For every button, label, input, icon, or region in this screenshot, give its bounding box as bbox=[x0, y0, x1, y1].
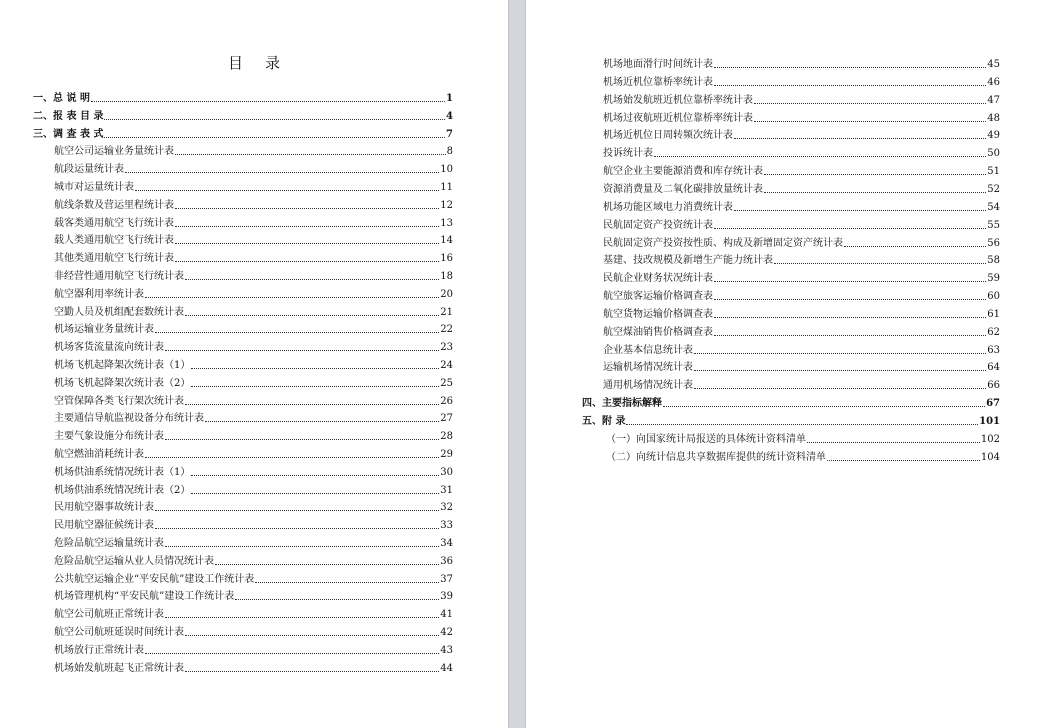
toc-entry[interactable] bbox=[54, 605, 453, 621]
toc-entry-label: 投诉统计表 bbox=[603, 148, 653, 160]
toc-entry-label: 载人类通用航空飞行统计表 bbox=[54, 235, 174, 247]
toc-entry-page-number: 50 bbox=[987, 148, 1000, 160]
toc-leader-dots bbox=[191, 493, 439, 494]
toc-entry-page-number: 44 bbox=[440, 662, 453, 674]
toc-entry-page-number: 62 bbox=[987, 326, 1000, 338]
toc-entry-page-number: 39 bbox=[440, 591, 453, 603]
toc-entry-label: 机场客货流量流向统计表 bbox=[54, 342, 164, 354]
toc-entry-label: 一、总 说 明 bbox=[33, 93, 90, 104]
toc-entry[interactable] bbox=[54, 267, 453, 283]
toc-leader-dots bbox=[191, 386, 439, 387]
toc-entry-label: 机场近机位日周转频次统计表 bbox=[603, 130, 733, 142]
toc-entry-page-number: 16 bbox=[440, 253, 453, 265]
toc-entry[interactable] bbox=[54, 356, 453, 372]
toc-entry-label: 机场供油系统情况统计表（2） bbox=[54, 484, 191, 496]
page-gutter bbox=[508, 0, 526, 728]
document-page-left bbox=[0, 0, 508, 728]
toc-entry-label: 运输机场情况统计表 bbox=[603, 362, 693, 374]
toc-leader-dots bbox=[807, 442, 980, 443]
toc-entry-page-number: 63 bbox=[987, 344, 1000, 356]
toc-entry-label: 基建、技改规模及新增生产能力统计表 bbox=[603, 255, 773, 267]
toc-entry-page-number: 49 bbox=[987, 130, 1000, 142]
toc-entry[interactable] bbox=[54, 516, 453, 532]
toc-leader-dots bbox=[155, 528, 439, 529]
toc-entry-label: 通用机场情况统计表 bbox=[603, 380, 693, 392]
toc-entry[interactable] bbox=[33, 89, 453, 105]
toc-entry[interactable] bbox=[603, 55, 1000, 71]
toc-entry-page-number: 29 bbox=[440, 449, 453, 460]
toc-entry-label: 二、报 表 目 录 bbox=[33, 110, 104, 122]
toc-leader-dots bbox=[104, 137, 445, 138]
toc-leader-dots bbox=[714, 317, 986, 318]
toc-entry-page-number: 24 bbox=[440, 360, 453, 371]
toc-entry-page-number: 43 bbox=[440, 644, 453, 656]
toc-entry[interactable] bbox=[54, 445, 453, 461]
toc-entry-label: 三、调 查 表 式 bbox=[33, 128, 104, 140]
document-page-right bbox=[526, 0, 1049, 728]
toc-entry[interactable] bbox=[603, 287, 1000, 303]
toc-leader-dots bbox=[185, 404, 439, 405]
toc-leader-dots bbox=[626, 424, 978, 425]
toc-entry[interactable] bbox=[582, 394, 1000, 410]
toc-entry-label: 民用航空器事故统计表 bbox=[54, 502, 154, 514]
toc-entry-page-number: 45 bbox=[987, 59, 1000, 70]
toc-entry-label: 航空公司航班延误时间统计表 bbox=[54, 627, 184, 638]
toc-entry-label: 民航固定资产投资按性质、构成及新增固定资产统计表 bbox=[603, 237, 843, 249]
toc-leader-dots bbox=[734, 138, 986, 139]
toc-leader-dots bbox=[145, 457, 439, 458]
toc-entry-label: 航空器利用率统计表 bbox=[54, 288, 144, 300]
toc-entry[interactable] bbox=[54, 641, 453, 657]
toc-leader-dots bbox=[175, 154, 446, 155]
toc-leader-dots bbox=[145, 653, 439, 654]
toc-entry[interactable] bbox=[606, 430, 1000, 446]
toc-entry-page-number: 25 bbox=[440, 377, 453, 389]
toc-entry-label: 航空企业主要能源消费和库存统计表 bbox=[603, 166, 763, 178]
toc-entry-label: 危险品航空运输量统计表 bbox=[54, 538, 164, 549]
toc-entry-page-number: 47 bbox=[987, 94, 1000, 106]
toc-entry-label: 航段运量统计表 bbox=[54, 164, 124, 176]
toc-entry-page-number: 34 bbox=[440, 538, 453, 549]
toc-entry-page-number: 30 bbox=[440, 466, 453, 478]
toc-entry[interactable] bbox=[603, 358, 1000, 374]
toc-entry[interactable] bbox=[603, 144, 1000, 160]
toc-entry-label: 其他类通用航空飞行统计表 bbox=[54, 253, 174, 265]
toc-entry[interactable] bbox=[603, 341, 1000, 357]
toc-entry[interactable] bbox=[33, 107, 453, 123]
toc-entry[interactable] bbox=[54, 481, 453, 497]
toc-leader-dots bbox=[734, 210, 986, 211]
toc-entry-page-number: 102 bbox=[980, 433, 1000, 445]
toc-entry-label: 航空货物运输价格调查表 bbox=[603, 308, 713, 320]
toc-entry-label: 资源消费量及二氧化碳排放量统计表 bbox=[603, 183, 763, 195]
toc-entry[interactable] bbox=[54, 463, 453, 479]
toc-leader-dots bbox=[663, 406, 985, 407]
toc-leader-dots bbox=[714, 335, 986, 336]
toc-entry[interactable] bbox=[54, 392, 453, 408]
toc-entry-label: 航线条数及营运里程统计表 bbox=[54, 199, 174, 211]
toc-leader-dots bbox=[185, 315, 439, 316]
toc-entry[interactable] bbox=[54, 409, 453, 425]
toc-entry[interactable] bbox=[603, 216, 1000, 232]
toc-leader-dots bbox=[91, 101, 445, 102]
toc-leader-dots bbox=[694, 388, 986, 389]
toc-entry-page-number: 33 bbox=[440, 520, 453, 532]
toc-entry[interactable] bbox=[54, 552, 453, 568]
toc-leader-dots bbox=[175, 261, 439, 262]
toc-leader-dots bbox=[714, 228, 986, 229]
toc-entry[interactable] bbox=[54, 320, 453, 336]
toc-leader-dots bbox=[654, 156, 986, 157]
toc-entry[interactable] bbox=[603, 126, 1000, 142]
toc-entry[interactable] bbox=[54, 570, 453, 586]
toc-entry-label: 机场地面滑行时间统计表 bbox=[603, 59, 713, 70]
toc-entry-page-number: 42 bbox=[440, 627, 453, 638]
toc-leader-dots bbox=[235, 599, 439, 600]
toc-leader-dots bbox=[764, 192, 986, 193]
toc-entry-label: 航空旅客运输价格调查表 bbox=[603, 291, 713, 303]
toc-entry-label: 危险品航空运输从业人员情况统计表 bbox=[54, 555, 214, 567]
toc-entry-page-number: 7 bbox=[446, 128, 453, 140]
toc-entry-label: 民用航空器征候统计表 bbox=[54, 520, 154, 532]
toc-entry-label: 四、主要指标解释 bbox=[582, 398, 662, 410]
toc-entry-label: 机场功能区域电力消费统计表 bbox=[603, 201, 733, 213]
toc-entry-label: 机场过夜航班近机位靠桥率统计表 bbox=[603, 112, 753, 124]
toc-entry[interactable] bbox=[54, 374, 453, 390]
toc-leader-dots bbox=[175, 226, 439, 227]
toc-leader-dots bbox=[714, 85, 986, 86]
toc-entry-label: 公共航空运输企业“平安民航”建设工作统计表 bbox=[54, 573, 255, 585]
toc-entry-page-number: 14 bbox=[440, 235, 453, 247]
toc-leader-dots bbox=[215, 564, 439, 565]
toc-entry[interactable] bbox=[54, 303, 453, 319]
toc-entry[interactable] bbox=[603, 198, 1000, 214]
toc-entry-page-number: 37 bbox=[440, 573, 453, 585]
toc-entry-page-number: 28 bbox=[440, 431, 453, 443]
toc-leader-dots bbox=[714, 67, 986, 68]
toc-entry-page-number: 26 bbox=[440, 395, 453, 407]
toc-entry[interactable] bbox=[606, 448, 1000, 464]
toc-entry[interactable] bbox=[54, 534, 453, 550]
toc-leader-dots bbox=[191, 475, 439, 476]
toc-entry-page-number: 11 bbox=[440, 182, 453, 193]
toc-leader-dots bbox=[145, 297, 439, 298]
toc-entry[interactable] bbox=[54, 427, 453, 443]
toc-entry[interactable] bbox=[54, 623, 453, 639]
toc-entry-page-number: 51 bbox=[987, 166, 1000, 178]
toc-leader-dots bbox=[165, 350, 439, 351]
toc-entry-label: 民航固定资产投资统计表 bbox=[603, 219, 713, 231]
toc-entry-label: 城市对运量统计表 bbox=[54, 182, 134, 193]
toc-leader-dots bbox=[714, 281, 986, 282]
toc-entry[interactable] bbox=[54, 196, 453, 212]
toc-entry-page-number: 41 bbox=[440, 609, 453, 621]
toc-entry-label: 航空公司航班正常统计表 bbox=[54, 609, 164, 621]
toc-leader-dots bbox=[714, 299, 986, 300]
toc-entry[interactable] bbox=[603, 251, 1000, 267]
toc-entry-label: 机场始发航班起飞正常统计表 bbox=[54, 662, 184, 674]
toc-entry-label: 机场飞机起降架次统计表（2） bbox=[54, 377, 191, 389]
toc-entry[interactable] bbox=[54, 498, 453, 514]
toc-leader-dots bbox=[255, 582, 439, 583]
toc-entry[interactable] bbox=[54, 214, 453, 230]
toc-leader-dots bbox=[694, 370, 986, 371]
toc-entry[interactable] bbox=[54, 231, 453, 247]
toc-entry-page-number: 22 bbox=[440, 324, 453, 336]
toc-entry[interactable] bbox=[54, 285, 453, 301]
toc-entry-label: 航空煤油销售价格调查表 bbox=[603, 326, 713, 338]
toc-entry-page-number: 36 bbox=[440, 555, 453, 567]
toc-entry-label: 空勤人员及机组配套数统计表 bbox=[54, 306, 184, 318]
toc-leader-dots bbox=[104, 119, 445, 120]
toc-entry[interactable] bbox=[603, 162, 1000, 178]
toc-leader-dots bbox=[694, 353, 986, 354]
toc-entry[interactable] bbox=[603, 234, 1000, 250]
toc-entry-label: 企业基本信息统计表 bbox=[603, 344, 693, 356]
toc-entry-page-number: 52 bbox=[987, 183, 1000, 195]
toc-entry-label: 机场近机位靠桥率统计表 bbox=[603, 76, 713, 88]
toc-entry-label: 主要通信导航监视设备分布统计表 bbox=[54, 413, 204, 425]
toc-leader-dots bbox=[165, 617, 439, 618]
toc-leader-dots bbox=[185, 671, 439, 672]
toc-entry[interactable] bbox=[54, 587, 453, 603]
toc-entry-label: 机场供油系统情况统计表（1） bbox=[54, 466, 191, 478]
toc-leader-dots bbox=[165, 439, 439, 440]
toc-leader-dots bbox=[774, 263, 986, 264]
toc-entry-label: 五、附 录 bbox=[582, 416, 626, 427]
toc-leader-dots bbox=[205, 421, 439, 422]
toc-entry[interactable] bbox=[603, 323, 1000, 339]
toc-entry[interactable] bbox=[54, 659, 453, 675]
toc-leader-dots bbox=[175, 243, 439, 244]
toc-entry-page-number: 55 bbox=[987, 219, 1000, 231]
toc-leader-dots bbox=[155, 332, 439, 333]
toc-entry-page-number: 12 bbox=[440, 199, 453, 211]
toc-entry[interactable] bbox=[603, 305, 1000, 321]
toc-entry-label: 航空燃油消耗统计表 bbox=[54, 449, 144, 460]
toc-entry-page-number: 46 bbox=[987, 76, 1000, 88]
toc-entry-page-number: 18 bbox=[440, 271, 453, 282]
toc-entry-label: （二）向统计信息共享数据库提供的统计资料清单 bbox=[606, 451, 826, 463]
toc-entry[interactable] bbox=[603, 269, 1000, 285]
toc-entry-label: 机场管理机构“平安民航”建设工作统计表 bbox=[54, 591, 235, 603]
toc-entry-label: 机场飞机起降架次统计表（1） bbox=[54, 360, 191, 371]
toc-entry-page-number: 21 bbox=[440, 306, 453, 318]
toc-leader-dots bbox=[191, 368, 439, 369]
toc-entry-label: 民航企业财务状况统计表 bbox=[603, 273, 713, 285]
toc-entry[interactable] bbox=[33, 125, 453, 141]
toc-entry-page-number: 10 bbox=[440, 164, 453, 176]
toc-entry[interactable] bbox=[54, 338, 453, 354]
toc-entry-page-number: 4 bbox=[446, 110, 453, 122]
toc-leader-dots bbox=[155, 510, 439, 511]
toc-leader-dots bbox=[125, 172, 439, 173]
toc-entry[interactable] bbox=[603, 91, 1000, 107]
toc-entry-page-number: 13 bbox=[440, 217, 453, 229]
toc-entry-label: 非经营性通用航空飞行统计表 bbox=[54, 271, 184, 282]
toc-entry-page-number: 23 bbox=[440, 342, 453, 354]
toc-entry-label: 机场运输业务量统计表 bbox=[54, 324, 154, 336]
toc-entry-page-number: 66 bbox=[987, 380, 1000, 392]
toc-entry-page-number: 1 bbox=[446, 93, 453, 104]
toc-entry[interactable] bbox=[54, 249, 453, 265]
toc-entry[interactable] bbox=[603, 180, 1000, 196]
toc-leader-dots bbox=[185, 279, 439, 280]
toc-entry-page-number: 60 bbox=[987, 291, 1000, 303]
toc-entry-page-number: 20 bbox=[440, 288, 453, 300]
toc-entry[interactable] bbox=[582, 412, 1000, 428]
toc-leader-dots bbox=[844, 246, 986, 247]
toc-entry-label: 航空公司运输业务量统计表 bbox=[54, 146, 174, 158]
toc-entry-label: （一）向国家统计局报送的具体统计资料清单 bbox=[606, 433, 806, 445]
toc-entry-page-number: 67 bbox=[986, 398, 1000, 410]
toc-entry-page-number: 31 bbox=[440, 484, 453, 496]
toc-entry-page-number: 101 bbox=[979, 416, 1000, 427]
toc-entry-label: 机场始发航班近机位靠桥率统计表 bbox=[603, 94, 753, 106]
toc-entry-label: 机场放行正常统计表 bbox=[54, 644, 144, 656]
toc-leader-dots bbox=[135, 190, 439, 191]
toc-entry-page-number: 8 bbox=[446, 146, 453, 158]
toc-entry-label: 载客类通用航空飞行统计表 bbox=[54, 217, 174, 229]
toc-leader-dots bbox=[754, 103, 986, 104]
toc-entry-page-number: 32 bbox=[440, 502, 453, 514]
toc-leader-dots bbox=[175, 208, 439, 209]
toc-entry[interactable] bbox=[603, 376, 1000, 392]
toc-entry[interactable] bbox=[54, 160, 453, 176]
toc-entry-page-number: 58 bbox=[987, 255, 1000, 267]
toc-entry[interactable] bbox=[54, 178, 453, 194]
toc-entry-page-number: 104 bbox=[980, 451, 1000, 463]
toc-entry-page-number: 48 bbox=[987, 112, 1000, 124]
toc-leader-dots bbox=[185, 635, 439, 636]
toc-entry[interactable] bbox=[603, 73, 1000, 89]
toc-leader-dots bbox=[165, 546, 439, 547]
toc-entry-label: 主要气象设施分布统计表 bbox=[54, 431, 164, 443]
toc-entry-page-number: 54 bbox=[987, 201, 1000, 213]
toc-leader-dots bbox=[754, 121, 986, 122]
toc-entry-label: 空管保障各类飞行架次统计表 bbox=[54, 395, 184, 407]
toc-entry[interactable] bbox=[54, 142, 453, 158]
toc-entry-page-number: 61 bbox=[987, 308, 1000, 320]
toc-leader-dots bbox=[827, 460, 980, 461]
toc-title: 目录 bbox=[227, 54, 302, 72]
toc-leader-dots bbox=[764, 174, 986, 175]
toc-entry[interactable] bbox=[603, 109, 1000, 125]
toc-entry-page-number: 59 bbox=[987, 273, 1000, 285]
toc-entry-page-number: 64 bbox=[987, 362, 1000, 374]
toc-entry-page-number: 27 bbox=[440, 413, 453, 425]
toc-entry-page-number: 56 bbox=[987, 237, 1000, 249]
